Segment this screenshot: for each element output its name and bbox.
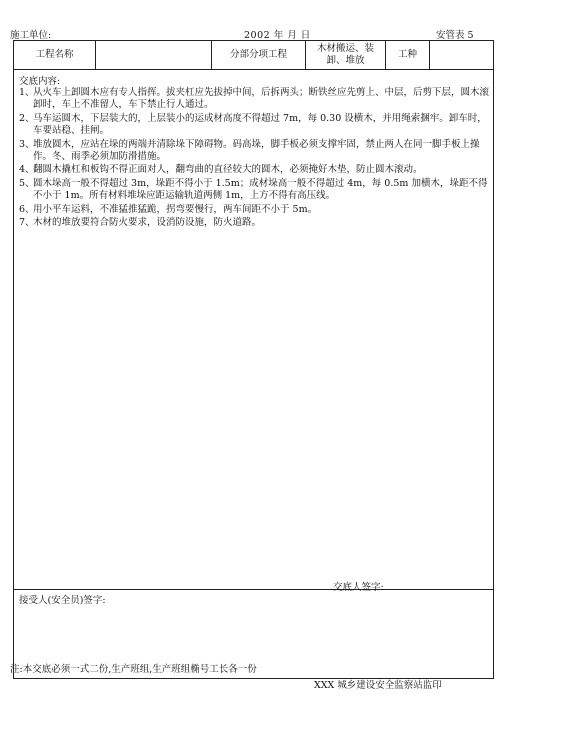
item-text: 堆放圆木，应站在垛的两端并清除垛下障碍物。码高垛，脚手板必须支撑牢固，禁止两人在同一脚手板上操作。冬、雨季必须加防滑措施。 (33, 138, 480, 162)
safety-briefing-form (13, 40, 494, 679)
item-text: 用小平车运料，不准猛推猛跪，拐弯要慢行，两车间距不小于 5m。 (33, 203, 318, 215)
briefing-item (19, 87, 489, 111)
briefing-items (19, 87, 489, 231)
item-text: 翻圆木撬杠和板钩不得正面对人，翻弯曲的直径较大的圆木，必须掩好木垫，防止圆木滚动。 (33, 164, 423, 176)
briefing-item (19, 217, 489, 229)
briefing-item (19, 139, 489, 163)
receiver-signature-label: 接受人(安全员)签字: (19, 595, 106, 606)
trade-value[interactable] (430, 41, 494, 70)
footer-note: 注:本交底必须一式二份,生产班组,生产班组椭号工长各一份 (10, 664, 257, 675)
project-name-value[interactable] (96, 41, 212, 70)
item-text: 从火车上卸圆木应有专人指挥。拔夹杠应先拔掉中间，后拆两头；断铁丝应先剪上、中层，后剪下层，圆木滚卸时，车上不准留人，车下禁止行人通过。 (33, 87, 490, 111)
content-title: 交底内容: (19, 76, 61, 87)
item-number: 2、 (19, 112, 35, 124)
form-number: 安管表 5 (436, 30, 474, 41)
item-text: 木材的堆放要符合防火要求，设消防设施，防火道路。 (33, 217, 262, 229)
briefing-item (19, 113, 489, 137)
item-number: 5、 (19, 177, 35, 189)
briefing-item (19, 164, 489, 176)
item-number: 6、 (19, 203, 35, 215)
briefing-item (19, 204, 489, 216)
issuing-organization: XXX 城乡建设安全监察站监印 (314, 680, 442, 691)
briefing-content-cell (14, 70, 494, 593)
briefing-item (19, 178, 489, 202)
item-text: 马车运圆木，下层装大的，上层装小的运成材高度不得超过 7m，每 0.30 设横木，并用绳索捆牢。卸车时，车要站稳、挂闸。 (33, 112, 487, 136)
item-number: 3、 (19, 138, 35, 150)
construction-unit-label: 施工单位: (10, 30, 52, 41)
item-number: 7、 (19, 217, 35, 229)
item-number: 4、 (19, 164, 35, 176)
project-name-label: 工程名称 (14, 41, 96, 70)
trade-label: 工种 (386, 41, 430, 70)
item-text: 圆木垛高一般不得超过 3m，垛距不得小于 1.5m；成材垛高一般不得超过 4m，每 0.5m 加横木，垛距不得不小于 1m。所有材料堆垛应距运输轨道两侧 1m，上方不得有高压线。 (33, 177, 488, 202)
sub-item-value: 木材搬运、装卸、堆放 (306, 41, 386, 70)
sub-item-label: 分部分项工程 (212, 41, 306, 70)
date-label: 2002 年 月 日 (244, 30, 311, 41)
item-number: 1、 (19, 87, 35, 98)
briefer-signature-label: 交底人签字: (333, 582, 384, 593)
